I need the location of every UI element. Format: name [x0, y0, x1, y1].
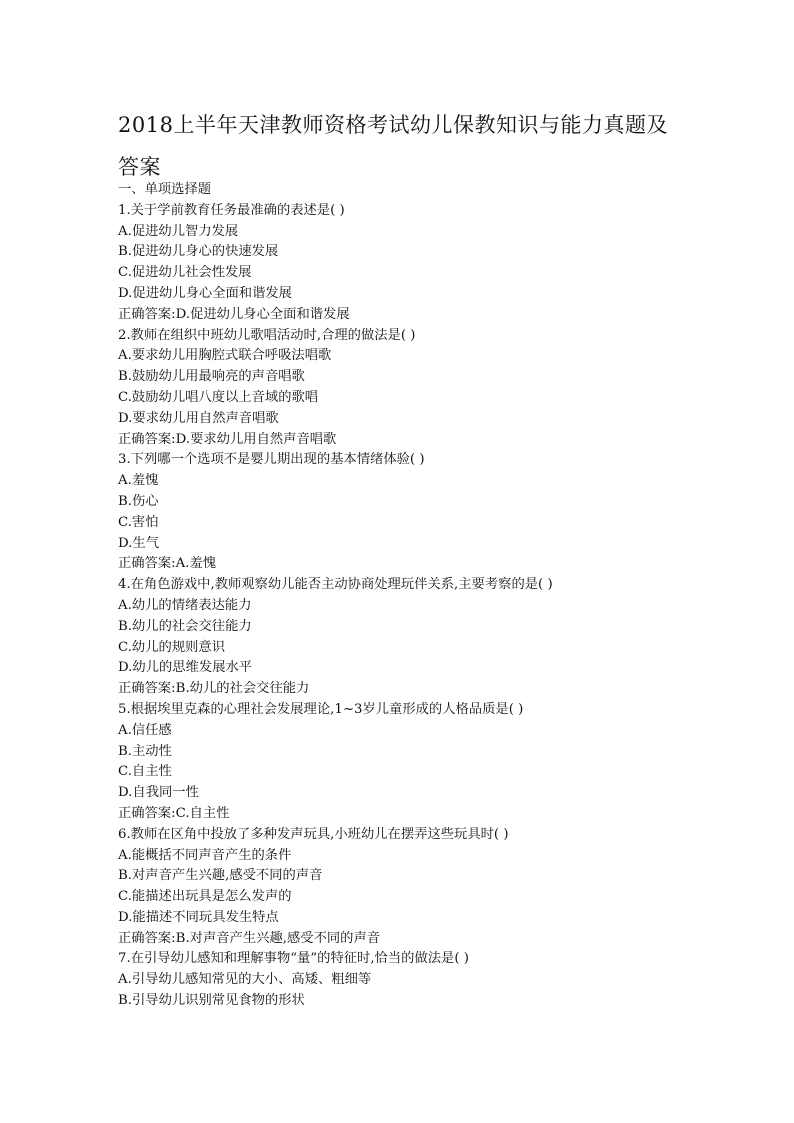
option-line: D.能描述不同玩具发生特点 — [118, 909, 279, 925]
option-line: B.对声音产生兴趣,感受不同的声音 — [118, 868, 323, 884]
option-line: A.要求幼儿用胸腔式联合呼吸法唱歌 — [118, 348, 332, 364]
option-line: B.伤心 — [118, 493, 159, 509]
question-list — [118, 180, 758, 1012]
answer-line: 正确答案:A.羞愧 — [118, 556, 217, 572]
option-line: D.自我同一性 — [118, 785, 199, 801]
document-title — [118, 104, 698, 188]
question-line: 2.教师在组织中班幼儿歌唱活动时,合理的做法是( ) — [118, 327, 416, 343]
option-line: D.幼儿的思维发展水平 — [118, 660, 253, 676]
answer-line: 正确答案:D.要求幼儿用自然声音唱歌 — [118, 431, 337, 447]
option-line: D.促进幼儿身心全面和谐发展 — [118, 285, 292, 301]
question-line: 5.根据埃里克森的心理社会发展理论,1~3岁儿童形成的人格品质是( ) — [118, 701, 524, 717]
option-line: C.幼儿的规则意识 — [118, 639, 226, 655]
option-line: A.能概括不同声音产生的条件 — [118, 847, 292, 863]
question-line: 3.下列哪一个选项不是婴儿期出现的基本情绪体验( ) — [118, 452, 425, 468]
answer-line: 正确答案:C.自主性 — [118, 805, 230, 821]
question-line: 1.关于学前教育任务最准确的表述是( ) — [118, 202, 345, 218]
option-line: C.能描述出玩具是怎么发声的 — [118, 889, 292, 905]
option-line: D.要求幼儿用自然声音唱歌 — [118, 410, 279, 426]
option-line: C.促进幼儿社会性发展 — [118, 265, 252, 281]
option-line: A.羞愧 — [118, 473, 159, 489]
question-line: 7.在引导幼儿感知和理解事物“量”的特征时,恰当的做法是( ) — [118, 951, 469, 967]
title-line-1: 2018上半年天津教师资格考试幼儿保教知识与能力真题及 — [118, 113, 668, 137]
option-line: C.鼓励幼儿唱八度以上音域的歌唱 — [118, 389, 319, 405]
question-line: 6.教师在区角中投放了多种发声玩具,小班幼儿在摆弄这些玩具时( ) — [118, 826, 509, 842]
title-line-2: 答案 — [118, 155, 161, 179]
option-line: B.鼓励幼儿用最响亮的声音唱歌 — [118, 369, 305, 385]
option-line: B.幼儿的社会交往能力 — [118, 618, 252, 634]
answer-line: 正确答案:B.幼儿的社会交往能力 — [118, 681, 310, 697]
option-line: A.幼儿的情绪表达能力 — [118, 597, 252, 613]
answer-line: 正确答案:D.促进幼儿身心全面和谐发展 — [118, 306, 350, 322]
question-line: 4.在角色游戏中,教师观察幼儿能否主动协商处理玩伴关系,主要考察的是( ) — [118, 577, 553, 593]
option-line: A.信任感 — [118, 722, 172, 738]
option-line: A.促进幼儿智力发展 — [118, 223, 239, 239]
section-heading: 一、单项选择题 — [118, 182, 212, 197]
option-line: C.自主性 — [118, 764, 172, 780]
answer-line: 正确答案:B.对声音产生兴趣,感受不同的声音 — [118, 930, 381, 946]
option-line: B.主动性 — [118, 743, 172, 759]
option-line: B.促进幼儿身心的快速发展 — [118, 244, 279, 260]
option-line: B.引导幼儿识别常见食物的形状 — [118, 993, 305, 1009]
option-line: D.生气 — [118, 535, 160, 551]
option-line: C.害怕 — [118, 514, 159, 530]
option-line: A.引导幼儿感知常见的大小、高矮、粗细等 — [118, 972, 372, 988]
